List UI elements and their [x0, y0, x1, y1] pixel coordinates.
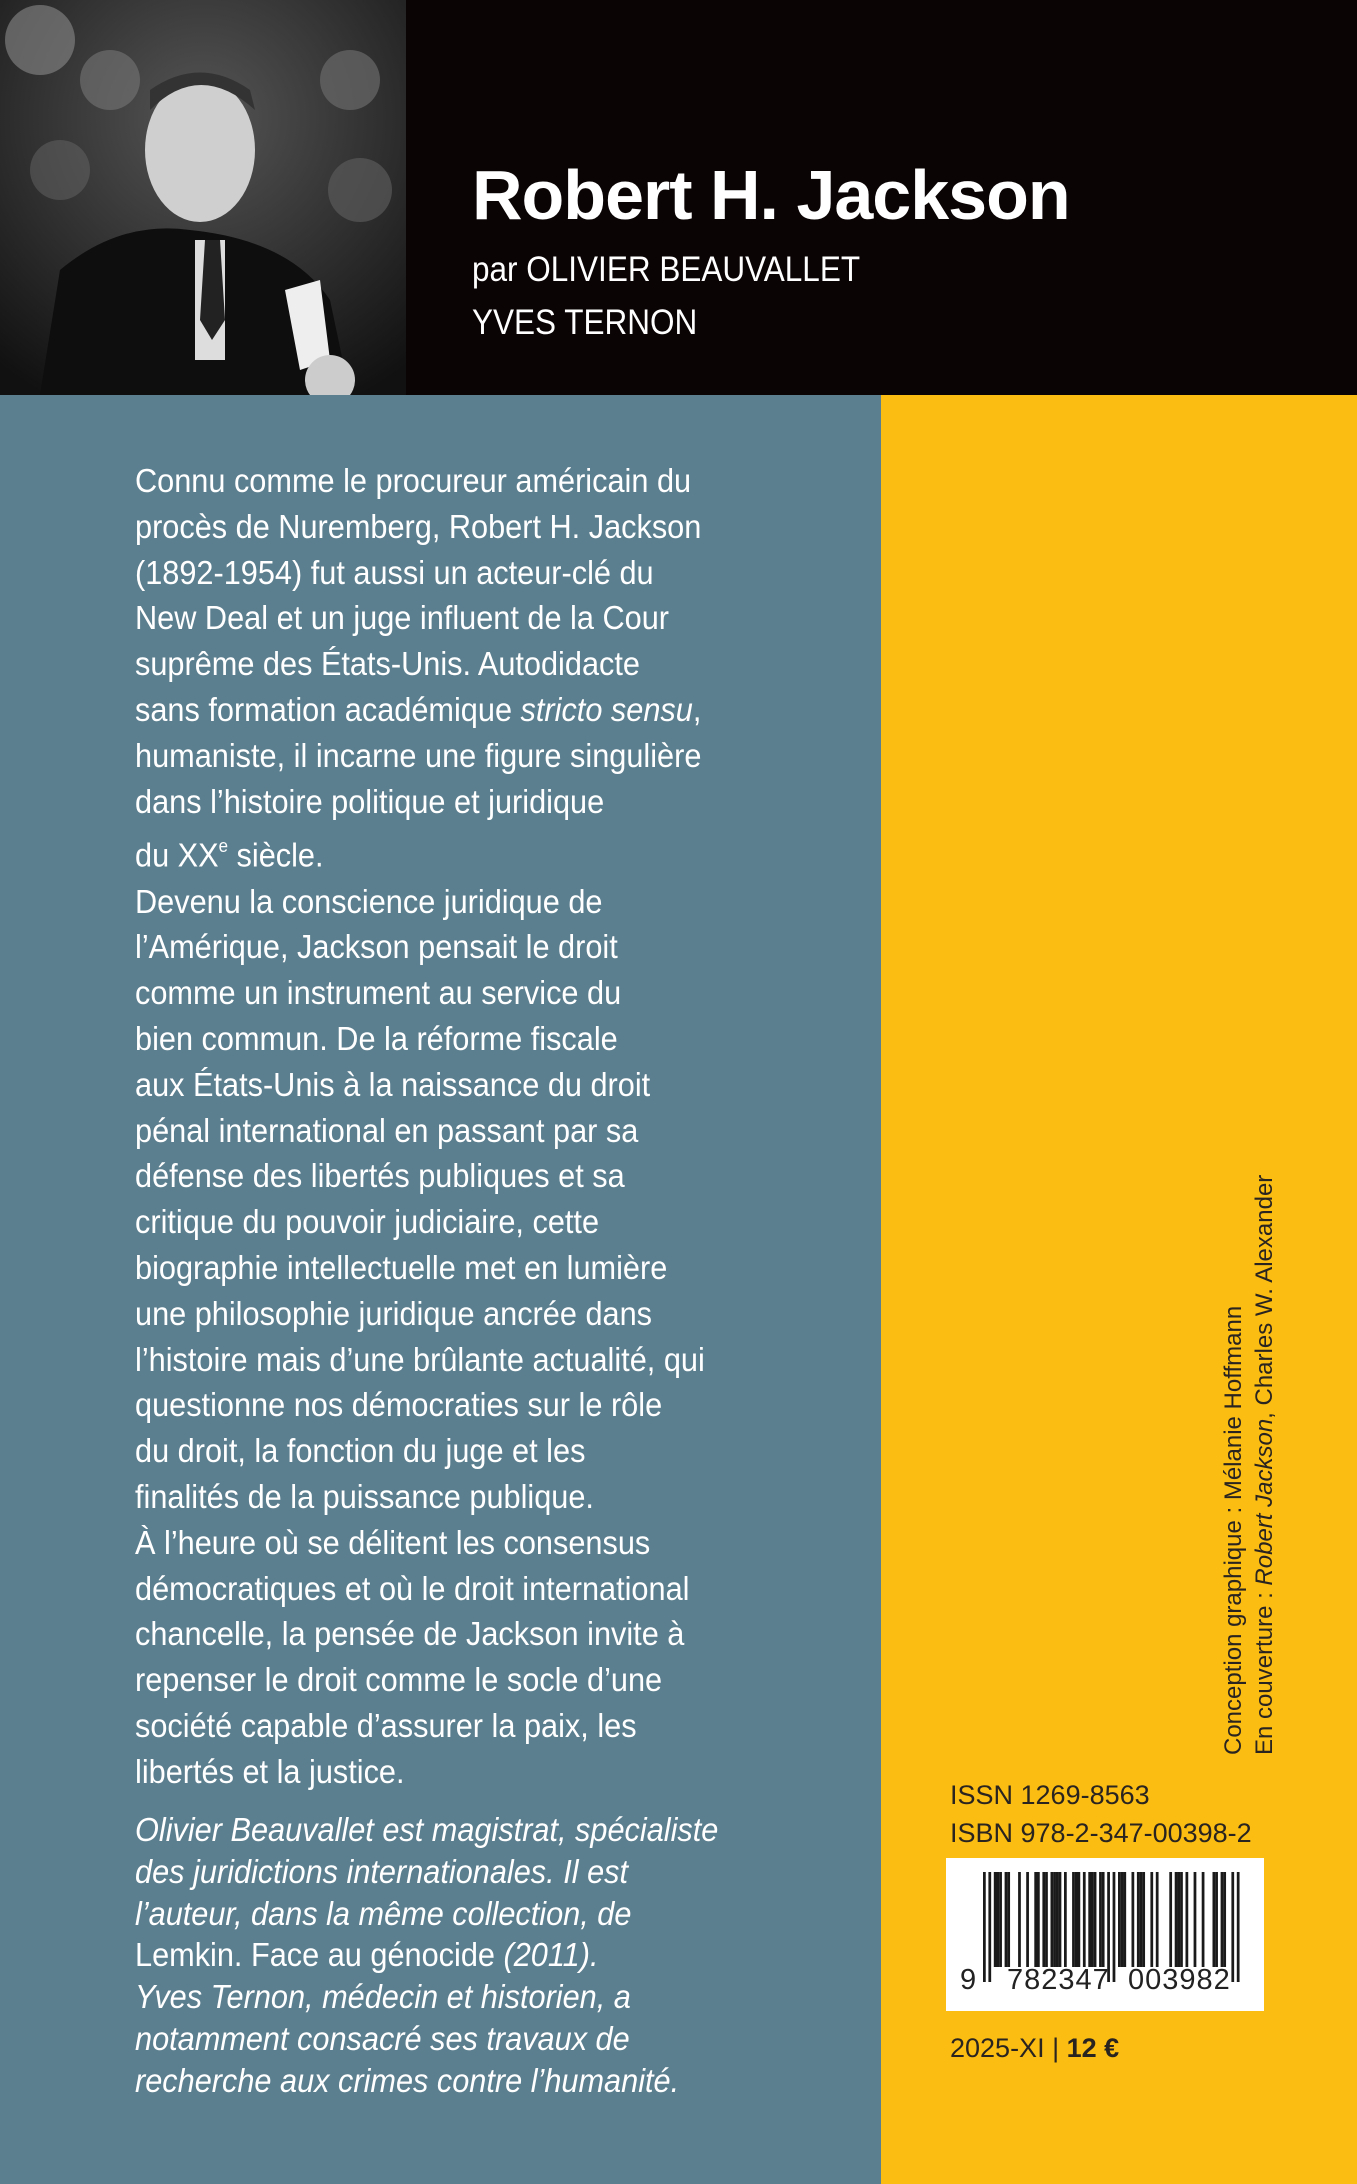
- text-line: pénal international en passant par sa: [135, 1111, 639, 1149]
- barcode-bar: [1026, 1872, 1029, 1967]
- portrait-photo-icon: [0, 0, 406, 395]
- text-line: humaniste, il incarne une figure singulière: [135, 736, 702, 774]
- barcode-bar: [1231, 1872, 1234, 1982]
- text-segment: sans formation académique: [135, 690, 521, 728]
- text-line: [135, 824, 705, 878]
- text-line: [135, 687, 705, 733]
- barcode-bar: [1034, 1872, 1037, 1967]
- text-segment: e: [218, 836, 228, 857]
- author-line-1: par OLIVIER BEAUVALLET: [472, 250, 861, 289]
- cover-credit-photographer: , Charles W. Alexander: [1251, 1174, 1278, 1419]
- text-line: suprême des États-Unis. Autodidacte: [135, 645, 640, 683]
- barcode-bar: [1194, 1872, 1197, 1967]
- barcode-bar: [1007, 1872, 1010, 1967]
- barcode-bar: [1140, 1872, 1143, 1967]
- barcode-bar: [1056, 1872, 1059, 1967]
- text-line: une philosophie juridique ancrée dans: [135, 1294, 653, 1332]
- book-title: Robert H. Jackson: [472, 156, 1070, 234]
- text-line: procès de Nuremberg, Robert H. Jackson: [135, 507, 702, 545]
- barcode-bar: [1059, 1872, 1062, 1967]
- barcode-bar: [1137, 1872, 1140, 1967]
- issn: ISSN 1269-8563: [950, 1780, 1150, 1810]
- barcode-bar: [983, 1872, 986, 1982]
- barcode: [946, 1858, 1264, 2011]
- barcode-bar: [1175, 1872, 1178, 1967]
- text-line: recherche aux crimes contre l’humanité.: [135, 2061, 680, 2099]
- cover-credit-prefix: En couverture :: [1251, 1585, 1278, 1755]
- book-summary: [135, 458, 748, 1795]
- text-line: comme un instrument au service du: [135, 974, 622, 1012]
- barcode-bar: [1078, 1872, 1081, 1967]
- barcode-bar: [1213, 1872, 1216, 1967]
- barcode-bar: [1088, 1872, 1091, 1967]
- text-line: l’auteur, dans la même collection, de: [135, 1894, 632, 1932]
- barcode-bar: [988, 1872, 991, 1982]
- barcode-bar: [1150, 1872, 1153, 1967]
- barcode-bar: [1223, 1872, 1226, 1967]
- text-segment: du XX: [135, 836, 219, 874]
- credits: [1218, 1130, 1280, 1755]
- text-line: démocratiques et où le droit international: [135, 1569, 690, 1607]
- barcode-bar: [1094, 1872, 1097, 1967]
- barcode-bar: [1215, 1872, 1218, 1967]
- barcode-bar: [1045, 1872, 1048, 1967]
- text-line: repenser le droit comme le socle d’une: [135, 1661, 663, 1699]
- barcode-bar: [1142, 1872, 1145, 1967]
- price: 12 €: [1066, 2033, 1120, 2063]
- text-line: bien commun. De la réforme fiscale: [135, 1020, 618, 1058]
- text-line: des juridictions internationales. Il est: [135, 1852, 629, 1890]
- barcode-bar: [1118, 1872, 1121, 1967]
- text-line: questionne nos démocraties sur le rôle: [135, 1386, 663, 1424]
- barcode-bar: [1132, 1872, 1135, 1967]
- barcode-bar: [1221, 1872, 1224, 1967]
- barcode-bar: [1113, 1872, 1116, 1982]
- text-line: notamment consacré ses travaux de: [135, 2019, 630, 2057]
- barcode-bar: [999, 1872, 1002, 1967]
- barcode-bar: [1169, 1872, 1172, 1967]
- barcode-bar: [1121, 1872, 1124, 1967]
- text-line: dans l’histoire politique et juridique: [135, 782, 605, 820]
- portrait-photo: [0, 0, 406, 395]
- text-line: (1892-1954) fut aussi un acteur-clé du: [135, 553, 654, 591]
- design-credit: Conception graphique : Mélanie Hoffmann: [1220, 1305, 1247, 1755]
- barcode-bar: [1102, 1872, 1105, 1967]
- text-segment: (2011).: [494, 1936, 599, 1974]
- text-line: À l’heure où se délitent les consensus: [135, 1523, 651, 1561]
- barcode-bar: [1042, 1872, 1045, 1967]
- text-line: finalités de la puissance publique.: [135, 1478, 594, 1516]
- barcode-bar: [1099, 1872, 1102, 1967]
- text-line: libertés et la justice.: [135, 1752, 405, 1790]
- barcode-bar: [1156, 1872, 1159, 1967]
- text-line: biographie intellectuelle met en lumière: [135, 1249, 668, 1287]
- barcode-bar: [1051, 1872, 1054, 1967]
- header-band: [0, 0, 1357, 395]
- barcode-bar: [1053, 1872, 1056, 1967]
- barcode-bar: [1091, 1872, 1094, 1967]
- barcode-bar: [1202, 1872, 1205, 1967]
- text-line: Connu comme le procureur américain du: [135, 462, 692, 499]
- text-line: Devenu la conscience juridique de: [135, 882, 603, 920]
- text-line: Olivier Beauvallet est magistrat, spécialiste: [135, 1811, 719, 1848]
- edition-price: [950, 2035, 1119, 2062]
- barcode-bar: [1005, 1872, 1008, 1967]
- text-line: l’Amérique, Jackson pensait le droit: [135, 928, 618, 966]
- text-line: [135, 1934, 718, 1976]
- barcode-bar: [1064, 1872, 1067, 1967]
- text-line: l’histoire mais d’une brûlante actualité, qui: [135, 1340, 705, 1378]
- text-line: société capable d’assurer la paix, les: [135, 1707, 637, 1745]
- barcode-bar: [1018, 1872, 1021, 1967]
- text-line: défense des libertés publiques et sa: [135, 1157, 625, 1195]
- barcode-right-digits: 003982: [1128, 1964, 1231, 1996]
- barcode-bar: [1186, 1872, 1189, 1967]
- barcode-bar: [1083, 1872, 1086, 1967]
- barcode-bar: [994, 1872, 997, 1967]
- author-line-2: YVES TERNON: [472, 303, 698, 342]
- author-bios: [135, 1809, 762, 2102]
- text-line: Yves Ternon, médecin et historien, a: [135, 1978, 631, 2016]
- isbn: ISBN 978-2-347-00398-2: [950, 1818, 1252, 1848]
- cover-credit: [1249, 1130, 1280, 1755]
- edition-code: 2025-XI |: [950, 2033, 1067, 2063]
- barcode-bar: [1037, 1872, 1040, 1967]
- barcode-bar: [997, 1872, 1000, 1967]
- text-segment: siècle.: [228, 836, 324, 874]
- barcode-bar: [1177, 1872, 1180, 1967]
- text-segment: stricto sensu: [520, 690, 693, 728]
- barcode-bar: [1237, 1872, 1240, 1982]
- barcode-bar: [1123, 1872, 1126, 1967]
- text-line: New Deal et un juge influent de la Cour: [135, 599, 669, 637]
- text-segment: ,: [692, 690, 702, 728]
- text-line: du droit, la fonction du juge et les: [135, 1432, 586, 1470]
- barcode-bar: [1075, 1872, 1078, 1967]
- text-line: critique du pouvoir judiciaire, cette: [135, 1203, 600, 1241]
- barcode-first-digit: 9: [960, 1964, 977, 1996]
- text-line: aux États-Unis à la naissance du droit: [135, 1065, 651, 1103]
- barcode-bar: [1180, 1872, 1183, 1967]
- barcode-left-digits: 782347: [1007, 1964, 1110, 1996]
- cover-credit-title: Robert Jackson: [1251, 1418, 1278, 1586]
- text-line: chancelle, la pensée de Jackson invite à: [135, 1615, 685, 1653]
- barcode-bar: [1072, 1872, 1075, 1967]
- text-segment: Lemkin. Face au génocide: [135, 1936, 495, 1974]
